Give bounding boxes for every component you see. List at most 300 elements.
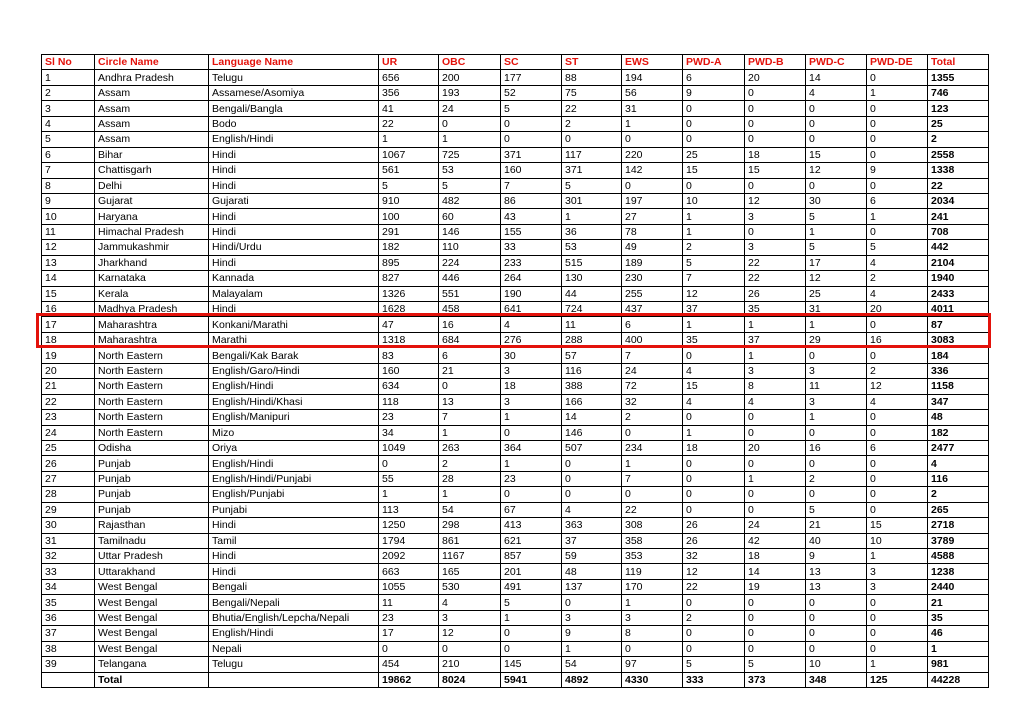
cell-pwd-c: 0	[806, 425, 867, 440]
cell-pwd-b: 24	[745, 518, 806, 533]
cell-ur: 41	[379, 101, 439, 116]
cell-sc: 5	[501, 101, 562, 116]
cell-obc: 0	[439, 116, 501, 131]
cell-st: 48	[562, 564, 622, 579]
total-cell-language-name	[209, 672, 379, 687]
cell-pwd-c: 31	[806, 302, 867, 317]
cell-circle-name: North Eastern	[95, 379, 209, 394]
cell-ews: 197	[622, 193, 683, 208]
cell-circle-name: West Bengal	[95, 579, 209, 594]
cell-pwd-b: 19	[745, 579, 806, 594]
cell-sl-no: 13	[42, 255, 95, 270]
total-cell-pwd-c: 348	[806, 672, 867, 687]
cell-circle-name: Bihar	[95, 147, 209, 162]
cell-total: 46	[928, 626, 989, 641]
table-row	[42, 302, 989, 317]
cell-pwd-de: 0	[867, 178, 928, 193]
cell-obc: 298	[439, 518, 501, 533]
cell-ur: 5	[379, 178, 439, 193]
cell-ur: 83	[379, 348, 439, 363]
cell-language-name: Bodo	[209, 116, 379, 131]
cell-ews: 78	[622, 224, 683, 239]
cell-ur: 0	[379, 641, 439, 656]
cell-language-name: Malayalam	[209, 286, 379, 301]
cell-total: 2718	[928, 518, 989, 533]
cell-obc: 28	[439, 471, 501, 486]
table-row	[42, 332, 989, 347]
cell-obc: 193	[439, 85, 501, 100]
cell-pwd-b: 22	[745, 271, 806, 286]
cell-pwd-c: 0	[806, 178, 867, 193]
cell-st: 1	[562, 641, 622, 656]
cell-sc: 145	[501, 657, 562, 672]
cell-circle-name: West Bengal	[95, 595, 209, 610]
cell-sl-no: 17	[42, 317, 95, 332]
cell-total: 35	[928, 610, 989, 625]
cell-total: 746	[928, 85, 989, 100]
cell-sl-no: 34	[42, 579, 95, 594]
cell-sl-no: 2	[42, 85, 95, 100]
cell-pwd-c: 40	[806, 533, 867, 548]
cell-st: 288	[562, 332, 622, 347]
cell-obc: 224	[439, 255, 501, 270]
cell-language-name: Hindi	[209, 518, 379, 533]
cell-pwd-de: 16	[867, 332, 928, 347]
cell-st: 9	[562, 626, 622, 641]
cell-total: 2477	[928, 440, 989, 455]
cell-ews: 8	[622, 626, 683, 641]
header-ur: UR	[379, 55, 439, 70]
cell-pwd-c: 0	[806, 132, 867, 147]
cell-ews: 189	[622, 255, 683, 270]
cell-total: 241	[928, 209, 989, 224]
cell-obc: 1	[439, 132, 501, 147]
cell-pwd-de: 12	[867, 379, 928, 394]
cell-circle-name: North Eastern	[95, 425, 209, 440]
cell-pwd-c: 1	[806, 410, 867, 425]
table-row	[42, 363, 989, 378]
header-language-name: Language Name	[209, 55, 379, 70]
cell-ur: 118	[379, 394, 439, 409]
cell-ur: 23	[379, 410, 439, 425]
cell-ur: 291	[379, 224, 439, 239]
cell-total: 2104	[928, 255, 989, 270]
cell-st: 363	[562, 518, 622, 533]
cell-language-name: English/Hindi	[209, 456, 379, 471]
cell-pwd-de: 0	[867, 487, 928, 502]
cell-language-name: Hindi	[209, 163, 379, 178]
cell-st: 166	[562, 394, 622, 409]
cell-pwd-b: 1	[745, 317, 806, 332]
cell-sc: 3	[501, 394, 562, 409]
cell-total: 3083	[928, 332, 989, 347]
cell-language-name: Hindi/Urdu	[209, 240, 379, 255]
cell-circle-name: Punjab	[95, 471, 209, 486]
cell-st: 0	[562, 595, 622, 610]
cell-pwd-b: 18	[745, 147, 806, 162]
cell-ews: 119	[622, 564, 683, 579]
cell-sc: 52	[501, 85, 562, 100]
cell-pwd-a: 26	[683, 518, 745, 533]
cell-language-name: Hindi	[209, 564, 379, 579]
cell-ur: 55	[379, 471, 439, 486]
cell-pwd-b: 22	[745, 255, 806, 270]
cell-pwd-c: 0	[806, 626, 867, 641]
cell-ur: 0	[379, 456, 439, 471]
table-row	[42, 657, 989, 672]
cell-pwd-c: 21	[806, 518, 867, 533]
cell-sc: 5	[501, 595, 562, 610]
cell-pwd-a: 2	[683, 240, 745, 255]
cell-obc: 446	[439, 271, 501, 286]
cell-pwd-c: 0	[806, 456, 867, 471]
cell-pwd-b: 1	[745, 471, 806, 486]
cell-ews: 22	[622, 502, 683, 517]
header-sl-no: Sl No	[42, 55, 95, 70]
table-row	[42, 209, 989, 224]
cell-language-name: Punjabi	[209, 502, 379, 517]
cell-st: 88	[562, 70, 622, 85]
cell-st: 2	[562, 116, 622, 131]
cell-total: 265	[928, 502, 989, 517]
total-cell-pwd-a: 333	[683, 672, 745, 687]
cell-language-name: Nepali	[209, 641, 379, 656]
cell-st: 5	[562, 178, 622, 193]
cell-obc: 110	[439, 240, 501, 255]
cell-pwd-de: 4	[867, 394, 928, 409]
cell-pwd-c: 14	[806, 70, 867, 85]
cell-pwd-de: 4	[867, 255, 928, 270]
table-row	[42, 240, 989, 255]
cell-sc: 177	[501, 70, 562, 85]
cell-language-name: Hindi	[209, 178, 379, 193]
header-st: ST	[562, 55, 622, 70]
cell-st: 37	[562, 533, 622, 548]
header-pwd-c: PWD-C	[806, 55, 867, 70]
cell-circle-name: West Bengal	[95, 610, 209, 625]
table-row	[42, 348, 989, 363]
cell-pwd-de: 6	[867, 440, 928, 455]
cell-st: 137	[562, 579, 622, 594]
cell-obc: 725	[439, 147, 501, 162]
cell-ews: 6	[622, 317, 683, 332]
cell-pwd-b: 37	[745, 332, 806, 347]
cell-sc: 0	[501, 626, 562, 641]
cell-pwd-de: 0	[867, 101, 928, 116]
cell-sc: 201	[501, 564, 562, 579]
cell-sl-no: 9	[42, 193, 95, 208]
cell-pwd-de: 9	[867, 163, 928, 178]
cell-language-name: Gujarati	[209, 193, 379, 208]
cell-obc: 60	[439, 209, 501, 224]
cell-sl-no: 22	[42, 394, 95, 409]
cell-sc: 621	[501, 533, 562, 548]
cell-pwd-c: 3	[806, 363, 867, 378]
cell-total: 22	[928, 178, 989, 193]
cell-ews: 2	[622, 410, 683, 425]
cell-sl-no: 7	[42, 163, 95, 178]
cell-sc: 491	[501, 579, 562, 594]
table-row	[42, 255, 989, 270]
cell-language-name: Hindi	[209, 209, 379, 224]
cell-ur: 17	[379, 626, 439, 641]
cell-circle-name: Telangana	[95, 657, 209, 672]
cell-total: 2	[928, 487, 989, 502]
cell-language-name: Mizo	[209, 425, 379, 440]
cell-pwd-c: 11	[806, 379, 867, 394]
cell-pwd-a: 1	[683, 425, 745, 440]
cell-sc: 276	[501, 332, 562, 347]
cell-language-name: English/Hindi	[209, 626, 379, 641]
cell-total: 123	[928, 101, 989, 116]
cell-pwd-de: 0	[867, 224, 928, 239]
table-row	[42, 549, 989, 564]
cell-pwd-a: 25	[683, 147, 745, 162]
cell-pwd-b: 1	[745, 348, 806, 363]
total-cell-ews: 4330	[622, 672, 683, 687]
table-row	[42, 626, 989, 641]
cell-pwd-c: 13	[806, 564, 867, 579]
cell-circle-name: Chattisgarh	[95, 163, 209, 178]
cell-sc: 190	[501, 286, 562, 301]
table-row	[42, 193, 989, 208]
cell-language-name: Konkani/Marathi	[209, 317, 379, 332]
cell-pwd-b: 14	[745, 564, 806, 579]
cell-ews: 3	[622, 610, 683, 625]
cell-pwd-a: 0	[683, 116, 745, 131]
cell-pwd-c: 9	[806, 549, 867, 564]
cell-total: 1338	[928, 163, 989, 178]
cell-sc: 155	[501, 224, 562, 239]
cell-obc: 0	[439, 379, 501, 394]
cell-circle-name: Gujarat	[95, 193, 209, 208]
cell-pwd-de: 1	[867, 657, 928, 672]
cell-language-name: Marathi	[209, 332, 379, 347]
cell-pwd-de: 0	[867, 610, 928, 625]
cell-circle-name: Kerala	[95, 286, 209, 301]
cell-obc: 1	[439, 425, 501, 440]
cell-pwd-de: 1	[867, 85, 928, 100]
cell-total: 87	[928, 317, 989, 332]
cell-pwd-a: 0	[683, 456, 745, 471]
cell-ews: 56	[622, 85, 683, 100]
cell-st: 1	[562, 209, 622, 224]
cell-circle-name: Uttar Pradesh	[95, 549, 209, 564]
cell-circle-name: Jharkhand	[95, 255, 209, 270]
cell-pwd-b: 0	[745, 410, 806, 425]
cell-st: 724	[562, 302, 622, 317]
table-row	[42, 487, 989, 502]
cell-sl-no: 4	[42, 116, 95, 131]
cell-pwd-c: 10	[806, 657, 867, 672]
cell-st: 59	[562, 549, 622, 564]
cell-pwd-c: 15	[806, 147, 867, 162]
cell-pwd-c: 17	[806, 255, 867, 270]
cell-ews: 0	[622, 132, 683, 147]
cell-obc: 6	[439, 348, 501, 363]
cell-total: 347	[928, 394, 989, 409]
cell-ews: 1	[622, 116, 683, 131]
cell-st: 301	[562, 193, 622, 208]
cell-pwd-c: 0	[806, 116, 867, 131]
table-row	[42, 610, 989, 625]
cell-ur: 11	[379, 595, 439, 610]
cell-obc: 165	[439, 564, 501, 579]
cell-ur: 1055	[379, 579, 439, 594]
cell-total: 182	[928, 425, 989, 440]
cell-ews: 400	[622, 332, 683, 347]
cell-sl-no: 38	[42, 641, 95, 656]
cell-ews: 353	[622, 549, 683, 564]
cell-st: 117	[562, 147, 622, 162]
cell-obc: 24	[439, 101, 501, 116]
cell-pwd-de: 0	[867, 132, 928, 147]
table-row	[42, 456, 989, 471]
cell-pwd-de: 0	[867, 70, 928, 85]
cell-total: 184	[928, 348, 989, 363]
cell-sl-no: 24	[42, 425, 95, 440]
total-cell-sc: 5941	[501, 672, 562, 687]
cell-ur: 34	[379, 425, 439, 440]
cell-sc: 67	[501, 502, 562, 517]
cell-sc: 857	[501, 549, 562, 564]
cell-pwd-de: 0	[867, 116, 928, 131]
cell-pwd-c: 25	[806, 286, 867, 301]
cell-sl-no: 25	[42, 440, 95, 455]
cell-ews: 1	[622, 456, 683, 471]
cell-sc: 86	[501, 193, 562, 208]
cell-language-name: English/Manipuri	[209, 410, 379, 425]
cell-sc: 18	[501, 379, 562, 394]
cell-obc: 146	[439, 224, 501, 239]
cell-ews: 142	[622, 163, 683, 178]
cell-total: 21	[928, 595, 989, 610]
cell-circle-name: Karnataka	[95, 271, 209, 286]
header-pwd-b: PWD-B	[745, 55, 806, 70]
cell-pwd-a: 1	[683, 317, 745, 332]
cell-sc: 1	[501, 456, 562, 471]
cell-st: 44	[562, 286, 622, 301]
cell-obc: 53	[439, 163, 501, 178]
cell-st: 0	[562, 471, 622, 486]
cell-pwd-c: 0	[806, 101, 867, 116]
cell-pwd-b: 0	[745, 425, 806, 440]
cell-ur: 100	[379, 209, 439, 224]
cell-sl-no: 23	[42, 410, 95, 425]
cell-total: 442	[928, 240, 989, 255]
cell-pwd-de: 1	[867, 209, 928, 224]
cell-pwd-a: 0	[683, 348, 745, 363]
cell-pwd-de: 5	[867, 240, 928, 255]
cell-sl-no: 21	[42, 379, 95, 394]
cell-ews: 31	[622, 101, 683, 116]
cell-language-name: Bengali/Nepali	[209, 595, 379, 610]
cell-sl-no: 30	[42, 518, 95, 533]
cell-circle-name: Punjab	[95, 502, 209, 517]
cell-total: 3789	[928, 533, 989, 548]
cell-sc: 371	[501, 147, 562, 162]
cell-circle-name: Himachal Pradesh	[95, 224, 209, 239]
cell-pwd-de: 0	[867, 348, 928, 363]
table-row	[42, 641, 989, 656]
cell-language-name: Hindi	[209, 224, 379, 239]
cell-pwd-a: 0	[683, 101, 745, 116]
total-cell-st: 4892	[562, 672, 622, 687]
cell-total: 708	[928, 224, 989, 239]
cell-circle-name: North Eastern	[95, 410, 209, 425]
cell-pwd-b: 20	[745, 70, 806, 85]
cell-sl-no: 31	[42, 533, 95, 548]
cell-language-name: English/Hindi/Punjabi	[209, 471, 379, 486]
header-sc: SC	[501, 55, 562, 70]
cell-ur: 160	[379, 363, 439, 378]
cell-pwd-a: 4	[683, 363, 745, 378]
cell-obc: 3	[439, 610, 501, 625]
cell-ur: 356	[379, 85, 439, 100]
cell-pwd-a: 12	[683, 286, 745, 301]
cell-pwd-a: 1	[683, 209, 745, 224]
cell-sl-no: 18	[42, 332, 95, 347]
cell-sl-no: 1	[42, 70, 95, 85]
cell-obc: 0	[439, 641, 501, 656]
cell-ews: 437	[622, 302, 683, 317]
cell-sl-no: 5	[42, 132, 95, 147]
cell-total: 981	[928, 657, 989, 672]
cell-sc: 1	[501, 610, 562, 625]
cell-ews: 194	[622, 70, 683, 85]
cell-ur: 1628	[379, 302, 439, 317]
cell-pwd-c: 1	[806, 317, 867, 332]
cell-st: 3	[562, 610, 622, 625]
cell-language-name: Hindi	[209, 549, 379, 564]
table-header-row	[42, 55, 989, 70]
cell-language-name: Telugu	[209, 70, 379, 85]
cell-pwd-de: 0	[867, 626, 928, 641]
cell-pwd-de: 0	[867, 595, 928, 610]
cell-language-name: Hindi	[209, 255, 379, 270]
cell-pwd-a: 0	[683, 178, 745, 193]
cell-sc: 4	[501, 317, 562, 332]
header-pwd-a: PWD-A	[683, 55, 745, 70]
cell-sl-no: 27	[42, 471, 95, 486]
table-row	[42, 163, 989, 178]
cell-pwd-a: 10	[683, 193, 745, 208]
cell-pwd-b: 18	[745, 549, 806, 564]
cell-circle-name: Assam	[95, 101, 209, 116]
cell-pwd-de: 0	[867, 502, 928, 517]
cell-pwd-c: 4	[806, 85, 867, 100]
cell-obc: 16	[439, 317, 501, 332]
cell-sl-no: 19	[42, 348, 95, 363]
table-row	[42, 440, 989, 455]
cell-pwd-c: 30	[806, 193, 867, 208]
cell-obc: 54	[439, 502, 501, 517]
cell-sc: 1	[501, 410, 562, 425]
table-row	[42, 85, 989, 100]
cell-ews: 230	[622, 271, 683, 286]
cell-language-name: Hindi	[209, 147, 379, 162]
cell-circle-name: North Eastern	[95, 348, 209, 363]
cell-circle-name: Punjab	[95, 456, 209, 471]
table-row	[42, 595, 989, 610]
cell-circle-name: North Eastern	[95, 363, 209, 378]
cell-circle-name: Rajasthan	[95, 518, 209, 533]
cell-pwd-b: 5	[745, 657, 806, 672]
cell-st: 57	[562, 348, 622, 363]
cell-pwd-b: 3	[745, 209, 806, 224]
cell-language-name: English/Hindi/Khasi	[209, 394, 379, 409]
total-cell-sl-no	[42, 672, 95, 687]
